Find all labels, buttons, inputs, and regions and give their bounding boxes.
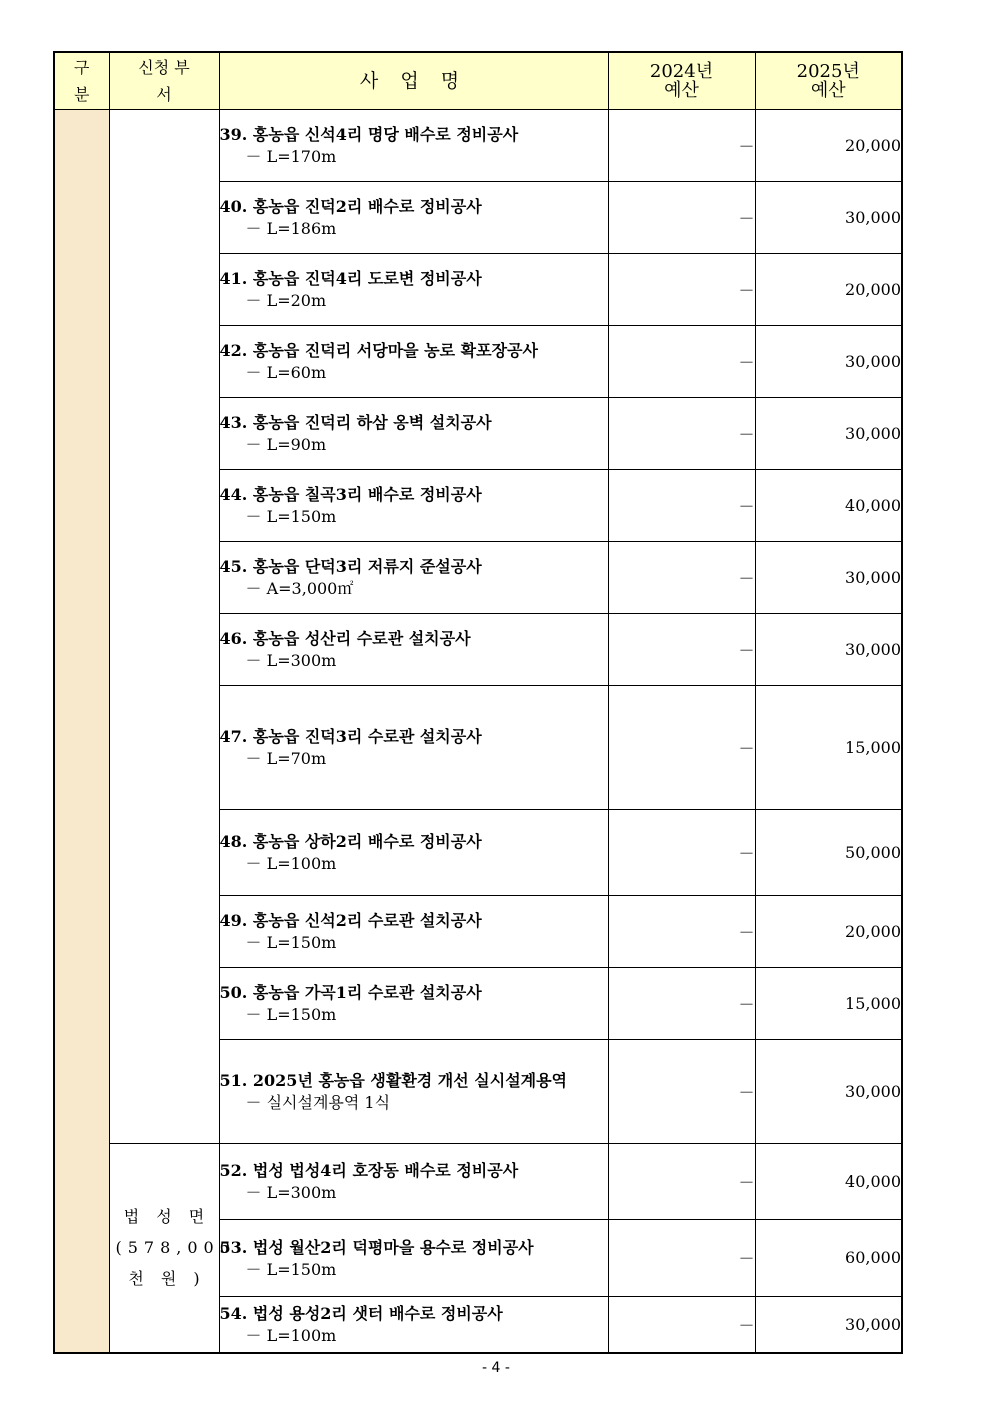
- project-title: 45. 홍농읍 단덕3리 저류지 준설공사: [219, 557, 482, 576]
- project-detail: － L=90m: [245, 435, 327, 454]
- budget-2025-cell: 30,000: [755, 1296, 902, 1353]
- budget-2025-cell: 50,000: [755, 809, 902, 895]
- budget-2024-cell: －: [608, 397, 755, 469]
- project-cell: [219, 1296, 608, 1353]
- project-cell: [219, 685, 608, 809]
- budget-2024-cell: －: [608, 1143, 755, 1219]
- budget-2025-cell: 30,000: [755, 613, 902, 685]
- table-body: [54, 109, 902, 1353]
- budget-2024-cell: －: [608, 253, 755, 325]
- budget-2024-cell: －: [608, 895, 755, 967]
- budget-2024-cell: －: [608, 1219, 755, 1296]
- project-cell: [219, 1039, 608, 1143]
- project-cell: [219, 967, 608, 1039]
- project-cell: [219, 1219, 608, 1296]
- project-cell: [219, 397, 608, 469]
- project-detail: － L=150m: [245, 933, 337, 952]
- project-detail: － L=60m: [245, 363, 327, 382]
- header-gubun-text: 구 분: [74, 57, 90, 104]
- project-cell: [219, 109, 608, 181]
- page-number: - 4 -: [482, 1360, 510, 1376]
- budget-2025-cell: 20,000: [755, 895, 902, 967]
- budget-2024-cell: －: [608, 809, 755, 895]
- budget-table: [53, 51, 903, 1354]
- project-cell: [219, 541, 608, 613]
- project-detail: － L=186m: [245, 219, 337, 238]
- budget-2024-cell: －: [608, 613, 755, 685]
- gubun-cell: [54, 109, 109, 1353]
- budget-2025-cell: 15,000: [755, 967, 902, 1039]
- budget-2025-cell: 30,000: [755, 1039, 902, 1143]
- project-detail: － L=170m: [245, 147, 337, 166]
- project-detail: － L=100m: [245, 854, 337, 873]
- budget-2025-cell: 20,000: [755, 253, 902, 325]
- budget-2025-cell: 30,000: [755, 541, 902, 613]
- budget-2025-cell: 30,000: [755, 325, 902, 397]
- project-cell: [219, 809, 608, 895]
- project-detail: － L=150m: [245, 507, 337, 526]
- project-detail: － L=100m: [245, 1326, 337, 1346]
- project-title: 40. 홍농읍 진덕2리 배수로 정비공사: [219, 197, 482, 216]
- project-title: 52. 법성 법성4리 호장동 배수로 정비공사: [219, 1161, 519, 1180]
- project-cell: [219, 253, 608, 325]
- budget-2025-cell: 40,000: [755, 469, 902, 541]
- header-budget-2025-text: 2025년 예산: [796, 60, 860, 101]
- budget-2025-cell: 20,000: [755, 109, 902, 181]
- project-title: 41. 홍농읍 진덕4리 도로변 정비공사: [219, 269, 482, 288]
- project-detail: － L=300m: [245, 651, 337, 670]
- project-detail: － L=20m: [245, 291, 327, 310]
- project-detail: － L=150m: [245, 1005, 337, 1024]
- project-cell: [219, 181, 608, 253]
- budget-2025-cell: 30,000: [755, 397, 902, 469]
- project-detail: － L=150m: [245, 1259, 337, 1279]
- budget-2024-cell: －: [608, 541, 755, 613]
- project-detail: － A=3,000㎡: [245, 579, 354, 598]
- budget-2024-cell: －: [608, 1039, 755, 1143]
- project-cell: [219, 469, 608, 541]
- project-cell: [219, 325, 608, 397]
- budget-2024-cell: －: [608, 109, 755, 181]
- header-budget-2024-text: 2024년 예산: [649, 60, 714, 101]
- header-dept-text: 신청 부서: [138, 57, 190, 104]
- table-row: [54, 109, 902, 181]
- project-title: 51. 2025년 홍농읍 생활환경 개선 실시설계용역: [219, 1071, 568, 1090]
- project-title: 53. 법성 월산2리 덕평마을 용수로 정비공사: [219, 1237, 534, 1257]
- project-detail: － L=70m: [245, 749, 327, 768]
- budget-2024-cell: －: [608, 685, 755, 809]
- project-title: 54. 법성 용성2리 샛터 배수로 정비공사: [219, 1304, 503, 1324]
- header-budget-2025: [755, 52, 902, 109]
- budget-2024-cell: －: [608, 325, 755, 397]
- project-detail: － L=300m: [245, 1183, 337, 1202]
- project-title: 46. 홍농읍 성산리 수로관 설치공사: [219, 629, 471, 648]
- header-dept: [109, 52, 219, 109]
- project-title: 42. 홍농읍 진덕리 서당마을 농로 확포장공사: [219, 341, 538, 360]
- project-detail: － 실시설계용역 1식: [245, 1093, 391, 1112]
- budget-2025-cell: 30,000: [755, 181, 902, 253]
- project-title: 47. 홍농읍 진덕3리 수로관 설치공사: [219, 727, 482, 746]
- project-cell: [219, 1143, 608, 1219]
- project-cell: [219, 613, 608, 685]
- project-title: 39. 홍농읍 신석4리 명당 배수로 정비공사: [219, 125, 519, 144]
- budget-2024-cell: －: [608, 181, 755, 253]
- budget-2024-cell: －: [608, 967, 755, 1039]
- header-project: 사 업 명: [219, 52, 608, 109]
- project-title: 49. 홍농읍 신석2리 수로관 설치공사: [219, 911, 482, 930]
- project-title: 43. 홍농읍 진덕리 하삼 옹벽 설치공사: [219, 413, 492, 432]
- budget-2025-cell: 40,000: [755, 1143, 902, 1219]
- header-gubun: [54, 52, 109, 109]
- project-cell: [219, 895, 608, 967]
- project-title: 44. 홍농읍 칠곡3리 배수로 정비공사: [219, 485, 482, 504]
- budget-2025-cell: 15,000: [755, 685, 902, 809]
- budget-2024-cell: －: [608, 469, 755, 541]
- project-title: 50. 홍농읍 가곡1리 수로관 설치공사: [219, 983, 482, 1002]
- dept-cell-1: [109, 109, 219, 1143]
- project-title: 48. 홍농읍 상하2리 배수로 정비공사: [219, 832, 482, 851]
- dept-cell-2: [109, 1143, 236, 1353]
- dept-name-beopseong: 법 성 면 (578,000 천 원 ): [115, 1207, 236, 1289]
- budget-2024-cell: －: [608, 1296, 755, 1353]
- table-row: [54, 1143, 902, 1219]
- table-header-row: [54, 52, 902, 109]
- header-budget-2024: [608, 52, 755, 109]
- budget-2025-cell: 60,000: [755, 1219, 902, 1296]
